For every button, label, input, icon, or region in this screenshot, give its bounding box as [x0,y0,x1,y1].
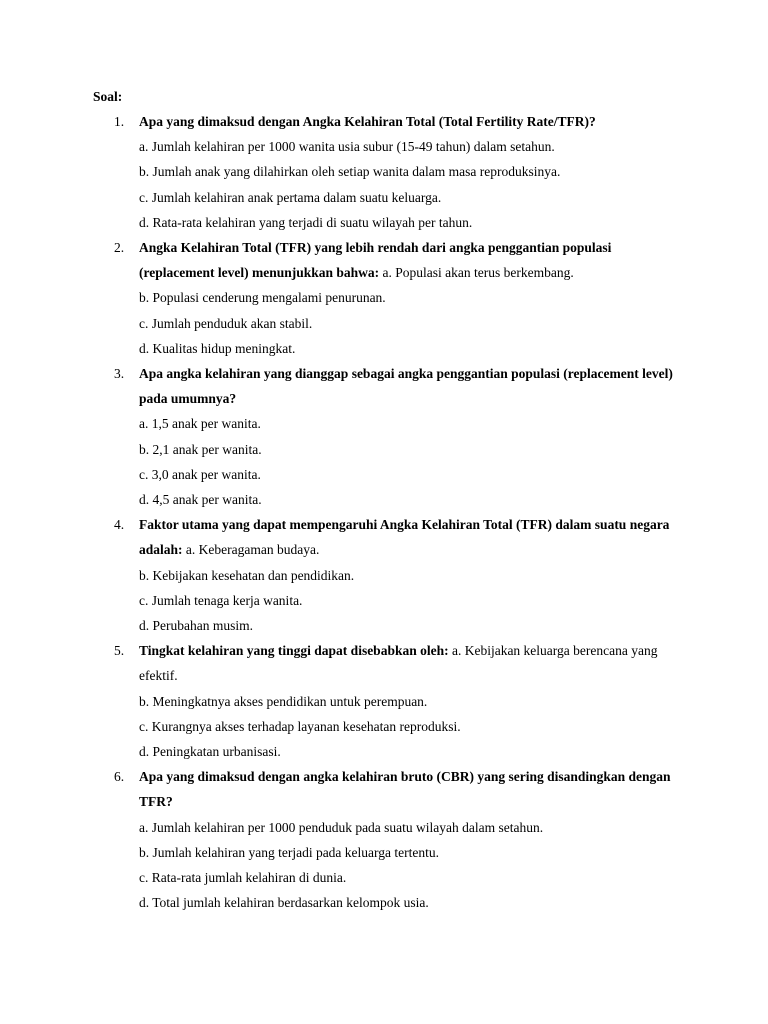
option-c: c. 3,0 anak per wanita. [139,466,261,482]
question-number: 1. [114,114,125,129]
option-a: a. Jumlah kelahiran per 1000 penduduk pada suatu wilayah dalam setahun. [139,819,544,835]
option-b: b. 2,1 anak per wanita. [139,441,262,457]
option-d: d. Perubahan musim. [139,618,253,634]
question-text: Faktor utama yang dapat mempengaruhi Angka Kelahiran Total (TFR) dalam suatu negara adalah: [139,517,670,558]
option-a: a. Keberagaman budaya. [185,542,320,558]
question-text: Apa yang dimaksud dengan Angka Kelahiran Total (Total Fertility Rate/TFR)? [139,114,596,129]
section-heading: Soal: [93,89,123,104]
option-c: c. Rata-rata jumlah kelahiran di dunia. [139,870,347,886]
option-a: a. Jumlah kelahiran per 1000 wanita usia subur (15-49 tahun) dalam setahun. [139,139,555,155]
question-list [114,109,674,916]
question-4 [114,512,674,638]
option-b: b. Populasi cenderung mengalami penurunan. [139,290,386,306]
option-a: a. 1,5 anak per wanita. [139,416,261,432]
question-number: 2. [114,240,125,256]
option-b: b. Jumlah anak yang dilahirkan oleh setiap wanita dalam masa reproduksinya. [139,164,561,180]
option-c: c. Jumlah kelahiran anak pertama dalam suatu keluarga. [139,189,442,205]
option-b: b. Meningkatnya akses pendidikan untuk perempuan. [139,693,428,709]
option-b: b. Jumlah kelahiran yang terjadi pada keluarga tertentu. [139,844,440,860]
question-text: Apa angka kelahiran yang dianggap sebagai angka penggantian populasi (replacement level) pada umumnya? [139,366,673,407]
question-3 [114,361,674,512]
option-a: a. Kebijakan keluarga berencana yang efektif. [139,643,658,684]
option-d: d. Peningkatan urbanisasi. [139,744,281,760]
option-c: c. Kurangnya akses terhadap layanan kesehatan reproduksi. [139,718,461,734]
question-number: 4. [114,517,125,533]
question-number: 3. [114,366,125,382]
option-a: a. Populasi akan terus berkembang. [382,265,574,281]
option-d: d. Total jumlah kelahiran berdasarkan kelompok usia. [139,895,429,911]
question-2 [114,235,674,361]
question-6 [114,764,674,915]
option-d: d. Rata-rata kelahiran yang terjadi di suatu wilayah per tahun. [139,214,473,230]
option-c: c. Jumlah penduduk akan stabil. [139,315,313,331]
option-d: d. 4,5 anak per wanita. [139,492,262,508]
option-b: b. Kebijakan kesehatan dan pendidikan. [139,567,355,583]
question-number: 5. [114,643,125,659]
question-text: Tingkat kelahiran yang tinggi dapat disebabkan oleh: [139,643,449,659]
option-d: d. Kualitas hidup meningkat. [139,340,296,356]
question-number: 6. [114,769,125,785]
option-c: c. Jumlah tenaga kerja wanita. [139,592,303,608]
question-text: Apa yang dimaksud dengan angka kelahiran bruto (CBR) yang sering disandingkan dengan TFR? [139,769,671,810]
question-5 [114,638,674,764]
question-text: Angka Kelahiran Total (TFR) yang lebih rendah dari angka penggantian populasi (replacement level) menunjukkan bahwa: [139,240,612,281]
question-1 [114,109,674,235]
